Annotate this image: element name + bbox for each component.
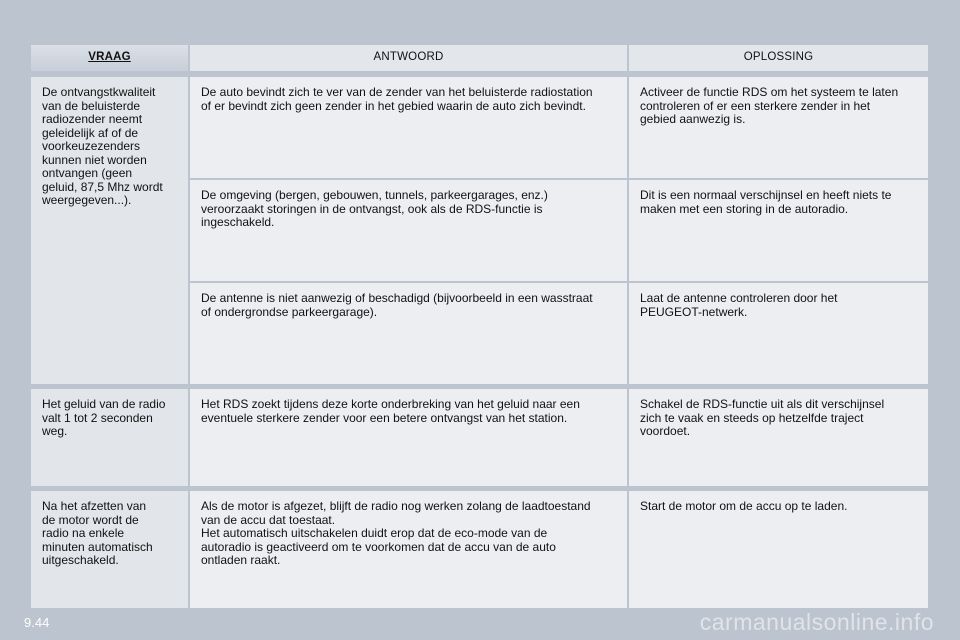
answer-cell: De auto bevindt zich te ver van de zender van het beluisterde radiostation of er bevindt zich geen zender in het gebied waarin de auto zich bevindt.: [190, 77, 627, 178]
answer-cell: De antenne is niet aanwezig of beschadigd (bijvoorbeeld in een wasstraat of ondergrondse parkeergarage).: [190, 283, 627, 384]
answer-cell: Als de motor is afgezet, blijft de radio nog werken zolang de laadtoestand van de accu dat toestaat. Het automatisch uitschakelen duidt erop dat de eco-mode van de autoradio is geactiveerd om te voorkomen dat de accu van de auto ontladen raakt.: [190, 491, 627, 608]
solution-cell: Laat de antenne controleren door het PEUGEOT-netwerk.: [629, 283, 928, 384]
solution-cell: Activeer de functie RDS om het systeem te laten controleren of er een sterkere zender in het gebied aanwezig is.: [629, 77, 928, 178]
question-cell: Na het afzetten van de motor wordt de radio na enkele minuten automatisch uitgeschakeld.: [31, 491, 188, 608]
question-cell: De ontvangstkwaliteit van de beluisterde radiozender neemt geleidelijk af of de voorkeuzezenders kunnen niet worden ontvangen (geen geluid, 87,5 Mhz wordt weergegeven...).: [31, 77, 188, 384]
solution-cell: Dit is een normaal verschijnsel en heeft niets te maken met een storing in de autoradio.: [629, 180, 928, 281]
header-solution: OPLOSSING: [629, 45, 928, 71]
header-question: VRAAG: [31, 45, 188, 71]
header-answer: ANTWOORD: [190, 45, 627, 71]
answer-cell: Het RDS zoekt tijdens deze korte onderbreking van het geluid naar een eventuele sterkere zender voor een betere ontvangst van het station.: [190, 389, 627, 486]
answer-cell: De omgeving (bergen, gebouwen, tunnels, parkeergarages, enz.) veroorzaakt storingen in de ontvangst, ook als de RDS-functie is ingeschakeld.: [190, 180, 627, 281]
question-cell: Het geluid van de radio valt 1 tot 2 seconden weg.: [31, 389, 188, 486]
solution-cell: Start de motor om de accu op te laden.: [629, 491, 928, 608]
page-number: 9.44: [24, 615, 50, 630]
solution-cell: Schakel de RDS-functie uit als dit verschijnsel zich te vaak en steeds op hetzelfde traject voordoet.: [629, 389, 928, 486]
watermark: carmanualsonline.info: [699, 609, 934, 635]
